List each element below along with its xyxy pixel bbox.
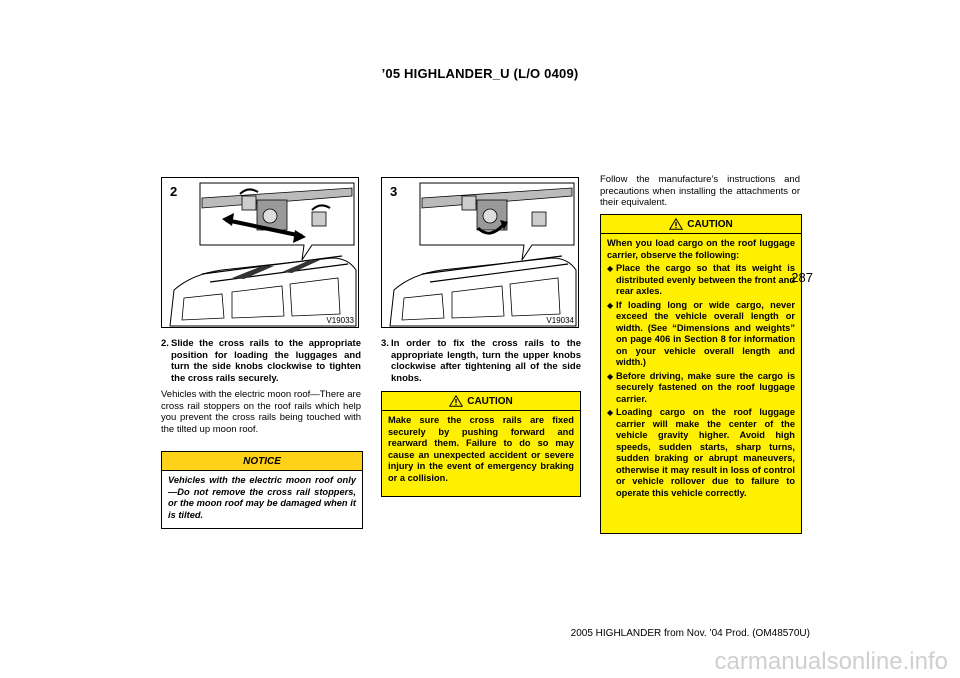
page-header: ’05 HIGHLANDER_U (L/O 0409)	[381, 66, 579, 81]
notice-title: NOTICE	[162, 452, 362, 471]
watermark	[0, 646, 960, 678]
illustration-roof-rails-slide	[162, 178, 358, 327]
caution-title: CAUTION	[687, 218, 733, 230]
moon-roof-paragraph: Vehicles with the electric moon roof—There are cross rail stoppers on the roof rails which help you prevent the cross rails being touched with the tilted up moon roof.	[161, 389, 361, 435]
figure-label: 2	[170, 184, 178, 199]
watermark-text: carmanualsonline.info	[714, 648, 948, 675]
step-2	[161, 338, 361, 384]
figure-label: 3	[390, 184, 398, 199]
warning-triangle-icon	[449, 395, 463, 407]
warning-triangle-icon	[669, 218, 683, 230]
step-number: 2.	[161, 338, 169, 349]
notice-text: Vehicles with the electric moon roof only—Do not remove the cross rail stoppers, or the moon roof may be damaged when it is tilted.	[168, 475, 356, 520]
step-text: Slide the cross rails to the appropriate position for loading the luggages and turn the side knobs clockwise to tighten the cross rails securely.	[171, 338, 361, 384]
caution-bullet: ◆ If loading long or wide cargo, never exceed the vehicle overall length or width. (See “Dimensions and weights” on page 406 in Section 8 for information on your vehicle overall length and width.)	[607, 300, 795, 369]
figure-upper-knob	[381, 177, 579, 328]
caution-text: Make sure the cross rails are fixed securely by pushing forward and rearward them. Failure to do so may cause an unexpected accident or severe injury in the event of emergency braking or a collision.	[388, 415, 574, 483]
caution-title: CAUTION	[467, 395, 513, 407]
caution-bullet: ◆ Loading cargo on the roof luggage carrier will make the center of the vehicle gravity higher. Avoid high speeds, sudden starts, sharp turns, sudden braking or abrupt maneuvers, otherwise it may result in loss of control or vehicle rollover due to failure to operate this vehicle correctly.	[607, 407, 795, 499]
step-text: In order to fix the cross rails to the appropriate length, turn the upper knobs clockwise after tightening all of the side knobs.	[391, 338, 581, 384]
page-number: 287	[791, 270, 813, 285]
figure-code: V19034	[546, 316, 574, 325]
caution-lead: When you load cargo on the roof luggage carrier, observe the following:	[607, 238, 795, 260]
step-3	[381, 338, 581, 384]
intro-paragraph: Follow the manufacture’s instructions and precautions when installing the attachments or their equivalent.	[600, 174, 800, 208]
page-footer: 2005 HIGHLANDER from Nov. ’04 Prod. (OM48570U)	[570, 628, 810, 639]
caution-box-roof-cargo	[600, 214, 802, 534]
illustration-roof-rails-knob	[382, 178, 578, 327]
notice-box	[161, 451, 363, 529]
caution-bullet: ◆ Before driving, make sure the cargo is securely fastened on the roof luggage carrier.	[607, 371, 795, 406]
figure-code: V19033	[326, 316, 354, 325]
step-number: 3.	[381, 338, 389, 349]
caution-bullet: ◆ Place the cargo so that its weight is distributed evenly between the front and rear axles.	[607, 263, 795, 298]
caution-box-cross-rails	[381, 391, 581, 497]
figure-cross-rail-slide	[161, 177, 359, 328]
